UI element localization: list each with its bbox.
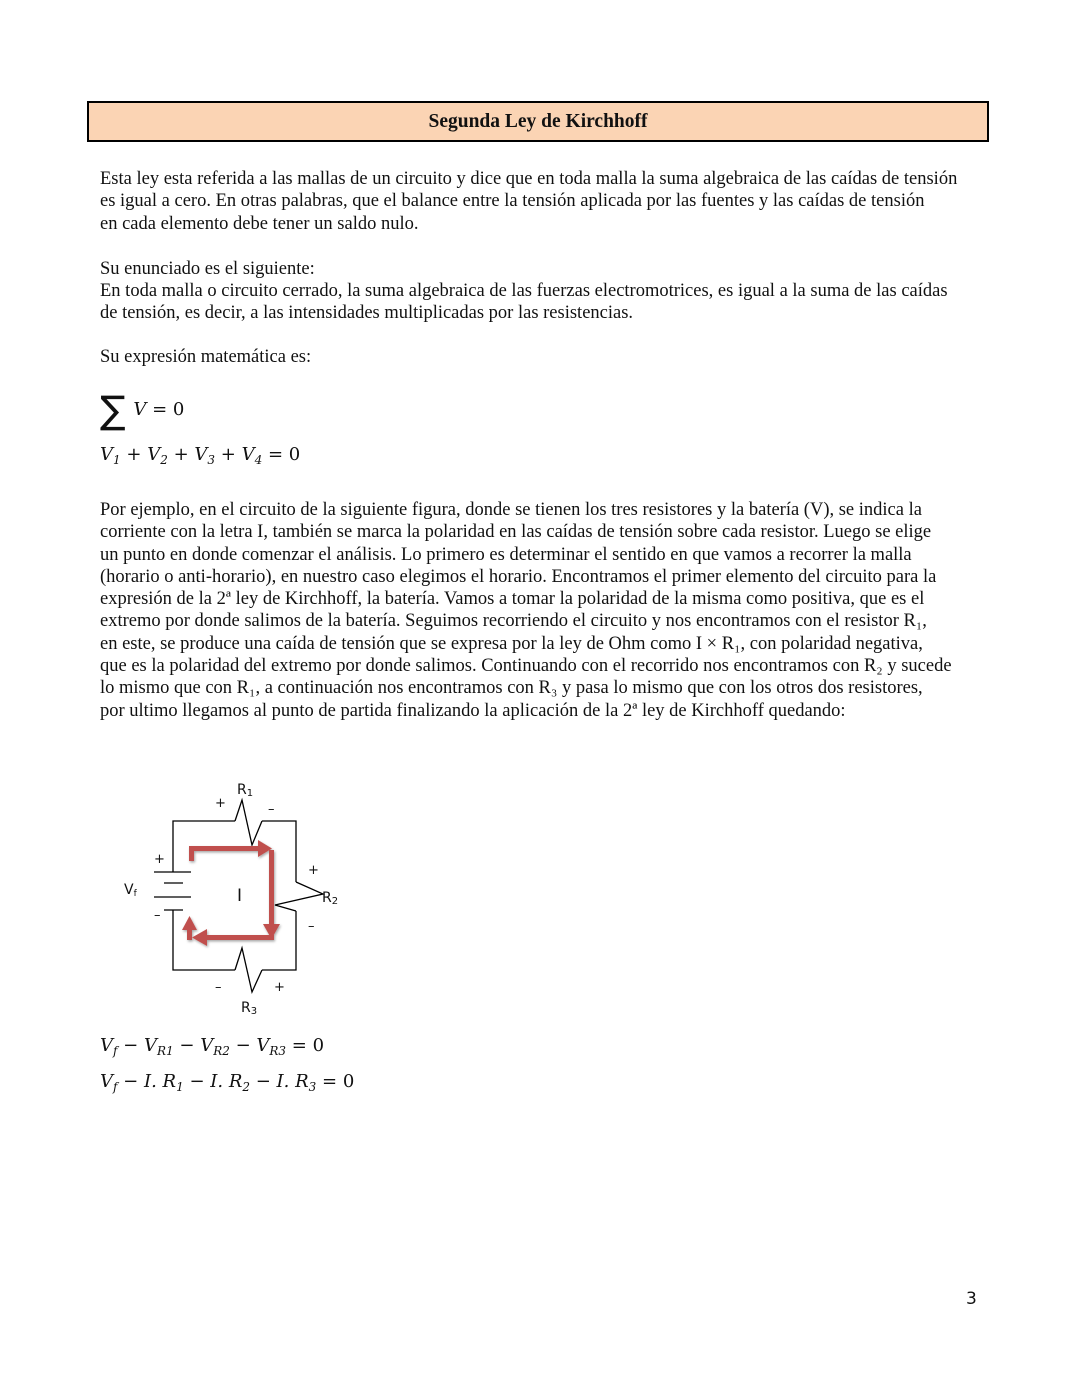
- label-r3-plus: +: [274, 980, 285, 995]
- arrow-segment: [204, 935, 274, 940]
- resistor-r1: [235, 800, 262, 845]
- label-r1: R1: [237, 782, 254, 799]
- arrow-head-up: [182, 916, 197, 930]
- result-equation-1: $V_f - V_{R1} - V_{R2} - V_{R3} = 0$: [100, 1035, 325, 1058]
- statement-heading: Su enunciado es el siguiente:: [100, 259, 315, 279]
- label-r1-plus: +: [215, 796, 226, 811]
- label-source-minus: –: [154, 908, 161, 923]
- text-line: corriente con la letra I, también se marca la polaridad en las caídas de tensión sobre cada resistor. Luego se elige: [100, 522, 932, 543]
- text-line: en cada elemento debe tener un saldo nulo.: [100, 213, 419, 234]
- section-title: Segunda Ley de Kirchhoff: [428, 110, 648, 132]
- sigma-symbol: ∑: [100, 388, 126, 432]
- eq-op: +: [173, 444, 189, 465]
- section-title-box: [87, 101, 989, 142]
- eq-term: $V_2$: [147, 444, 168, 467]
- text-line: Esta ley esta referida a las mallas de un circuito y dice que en toda malla la suma algebraica de las caídas de tensión: [100, 169, 958, 189]
- label-r3: R3: [241, 1000, 258, 1017]
- eq-var: V: [133, 399, 147, 420]
- eq-term: $V_4$: [241, 444, 263, 467]
- text-line: un punto en donde comenzar el análisis. Lo primero es determinar el sentido en que vamos a recorrer la malla: [100, 544, 912, 565]
- text-line: (horario o anti-horario), en nuestro caso elegimos el horario. Encontramos el primer elemento del circuito para la: [100, 566, 937, 587]
- text-line: que es la polaridad del extremo por donde salimos. Continuando con el recorrido nos encontramos con R₂ y sucede: [100, 656, 952, 677]
- result-equation-2: $V_f - I$. $R_1 - I$. $R_2 - I$. $R_3 = 0$: [100, 1071, 355, 1094]
- text-line: es igual a cero. En otras palabras, que el balance entre la tensión aplicada por las fuentes y las caídas de tensión: [100, 191, 925, 212]
- circuit-labels: [124, 782, 338, 1017]
- page-number: 3: [966, 1289, 977, 1309]
- arrow-segment: [269, 850, 274, 927]
- eq-op: +: [220, 444, 236, 465]
- arrow-head-left: [192, 929, 207, 946]
- text-line: extremo por donde salimos de la batería. Seguimos recorriendo el circuito y nos encontramos con el resistor R₁,: [100, 611, 927, 632]
- text-line: de tensión, es decir, a las intensidades multiplicadas por las resistencias.: [100, 303, 634, 324]
- label-source-plus: +: [154, 852, 165, 867]
- label-source: Vf: [124, 882, 137, 899]
- resistor-r2: [275, 882, 323, 911]
- battery-symbol: [154, 872, 191, 910]
- eq-rhs: = 0: [152, 399, 185, 420]
- label-r3-minus: –: [215, 980, 222, 995]
- circuit-diagram: [110, 770, 360, 1020]
- label-r2: R2: [322, 890, 339, 907]
- text-line: Por ejemplo, en el circuito de la siguiente figura, donde se tienen los tres resistores y la batería (V), se indica la: [100, 500, 922, 520]
- label-current: I: [237, 886, 243, 906]
- eq-term: $V_3$: [194, 444, 216, 467]
- label-r2-minus: –: [308, 919, 315, 934]
- example-paragraph: [100, 499, 980, 722]
- text-line: lo mismo que con R₁, a continuación nos encontramos con R₃ y pasa lo mismo que con los otros dos resistores,: [100, 678, 923, 699]
- text-line: expresión de la 2ª ley de Kirchhoff, la batería. Vamos a tomar la polaridad de la misma como positiva, que es el: [100, 589, 925, 610]
- arrow-segment: [189, 846, 261, 851]
- math-heading: Su expresión matemática es:: [100, 347, 312, 367]
- eq-op: = 0: [267, 444, 301, 465]
- text-line: en este, se produce una caída de tensión que se expresa por la ley de Ohm como I × R₁, con polaridad negativa,: [100, 633, 923, 654]
- intro-paragraph: [100, 168, 980, 235]
- label-r2-plus: +: [308, 863, 319, 878]
- circuit-wires: [173, 800, 323, 992]
- equation-sum: [100, 388, 184, 432]
- eq-op: +: [126, 444, 142, 465]
- label-r1-minus: –: [268, 802, 275, 817]
- text-line: En toda malla o circuito cerrado, la suma algebraica de las fuerzas electromotrices, es igual a la suma de las caídas: [100, 281, 948, 301]
- equation-expanded: [100, 444, 300, 467]
- wire-top-right: [262, 821, 296, 882]
- wire-bottom-right: [262, 911, 296, 970]
- text-line: por ultimo llegamos al punto de partida finalizando la aplicación de la 2ª ley de Kirchhoff quedando:: [100, 700, 846, 721]
- current-arrow: [182, 840, 280, 946]
- statement-paragraph: [100, 280, 980, 325]
- resistor-r3: [235, 948, 262, 992]
- eq-term: $V_1$: [100, 444, 121, 467]
